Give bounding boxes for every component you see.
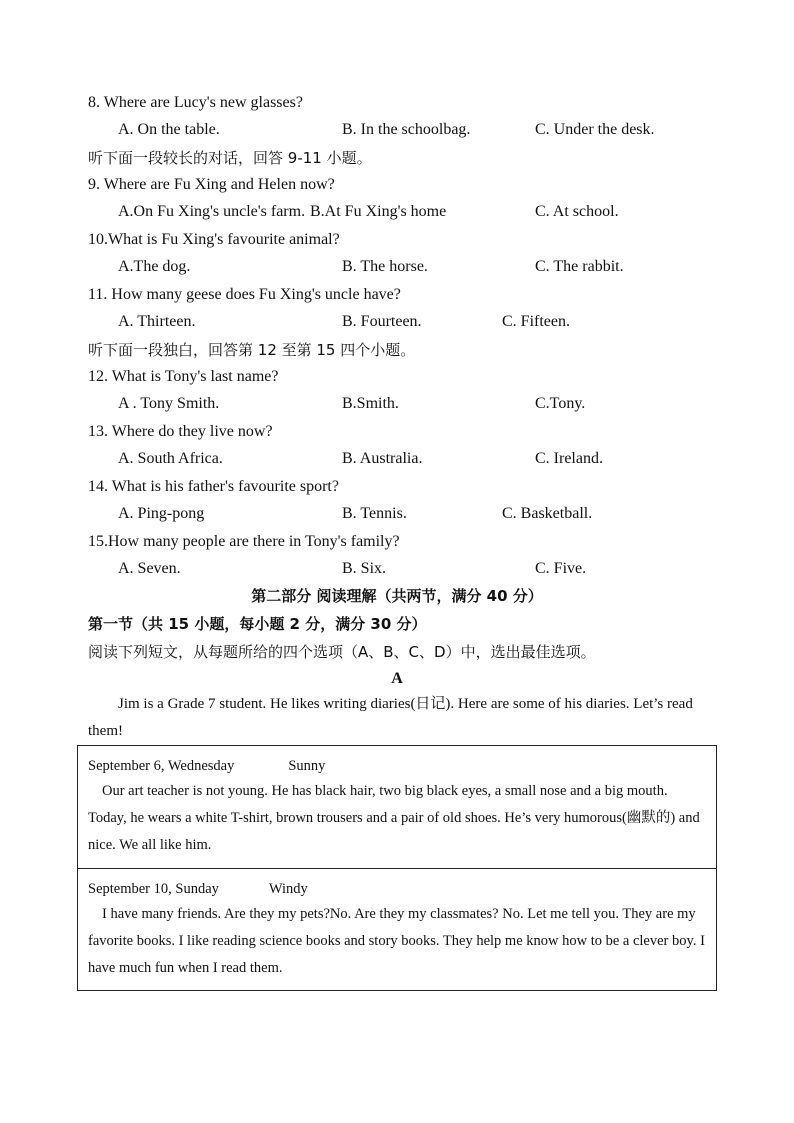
diary-1-weather: Sunny	[288, 758, 326, 774]
option-14b: B. Tennis.	[342, 505, 407, 522]
option-15b: B. Six.	[342, 560, 387, 577]
option-11c: C. Fifteen.	[502, 313, 570, 330]
option-8a: A. On the table.	[118, 121, 220, 138]
option-11a: A. Thirteen.	[118, 313, 196, 330]
instruction-12-15: 听下面一段独白，回答第 12 至第 15 四个小题。	[88, 341, 416, 359]
option-15c: C. Five.	[535, 560, 587, 577]
diary-2-date: September 10, Sunday	[88, 881, 219, 897]
diary-2-header	[88, 877, 706, 901]
option-12c: C.Tony.	[535, 395, 586, 412]
instruction-9-11: 听下面一段较长的对话，回答 9-11 小题。	[88, 149, 372, 167]
section-one-title: 第一节（共 15 小题，每小题 2 分，满分 30 分）	[88, 615, 427, 633]
option-14a: A. Ping-pong	[118, 505, 205, 522]
diary-2-weather: Windy	[268, 881, 308, 897]
option-14c: C. Basketball.	[502, 505, 593, 522]
diary-entry-1	[77, 745, 717, 869]
question-10: 10.What is Fu Xing's favourite animal?	[88, 231, 340, 248]
question-8: 8. Where are Lucy's new glasses?	[88, 94, 303, 111]
diary-1-text: Our art teacher is not young. He has black hair, two big black eyes, a small nose and a big mouth. Today, he wears a white T-shirt, brown trousers and a pair of old shoes. He’s very humorous(幽默的) and nice. We all like him.	[88, 783, 700, 853]
option-11b: B. Fourteen.	[342, 313, 422, 330]
option-8b: B. In the schoolbag.	[342, 121, 471, 138]
option-9c: C. At school.	[535, 203, 619, 220]
option-10b: B. The horse.	[342, 258, 428, 275]
diary-entry-2	[77, 868, 717, 991]
passage-intro: Jim is a Grade 7 student. He likes writing diaries(日记). Here are some of his diaries. Let’s read them!	[88, 696, 693, 739]
option-12b: B.Smith.	[342, 395, 399, 412]
diary-1-header	[88, 754, 706, 778]
option-13a: A. South Africa.	[118, 450, 223, 467]
question-15: 15.How many people are there in Tony's family?	[88, 533, 400, 550]
passage-label: A	[391, 670, 403, 687]
question-11: 11. How many geese does Fu Xing's uncle have?	[88, 286, 401, 303]
option-13c: C. Ireland.	[535, 450, 603, 467]
option-12a: A . Tony Smith.	[118, 395, 220, 412]
option-8c: C. Under the desk.	[535, 121, 655, 138]
part-two-title: 第二部分 阅读理解（共两节，满分 40 分）	[251, 587, 543, 605]
option-9b: B.At Fu Xing's home	[310, 203, 447, 220]
option-10a: A.The dog.	[118, 258, 191, 275]
option-10c: C. The rabbit.	[535, 258, 624, 275]
question-14: 14. What is his father's favourite sport?	[88, 478, 339, 495]
option-13b: B. Australia.	[342, 450, 423, 467]
reading-instruction: 阅读下列短文，从每题所给的四个选项（A、B、C、D）中，选出最佳选项。	[88, 643, 596, 661]
option-9a: A.On Fu Xing's uncle's farm.	[118, 203, 306, 220]
question-12: 12. What is Tony's last name?	[88, 368, 279, 385]
question-13: 13. Where do they live now?	[88, 423, 273, 440]
diary-2-text: I have many friends. Are they my pets?No. Are they my classmates? No. Let me tell you. They are my favorite books. I like reading science books and story books. They help me know how to be a clever boy. I have much fun when I read them.	[88, 906, 705, 976]
option-15a: A. Seven.	[118, 560, 181, 577]
question-9: 9. Where are Fu Xing and Helen now?	[88, 176, 335, 193]
diary-1-date: September 6, Wednesday	[88, 758, 235, 774]
